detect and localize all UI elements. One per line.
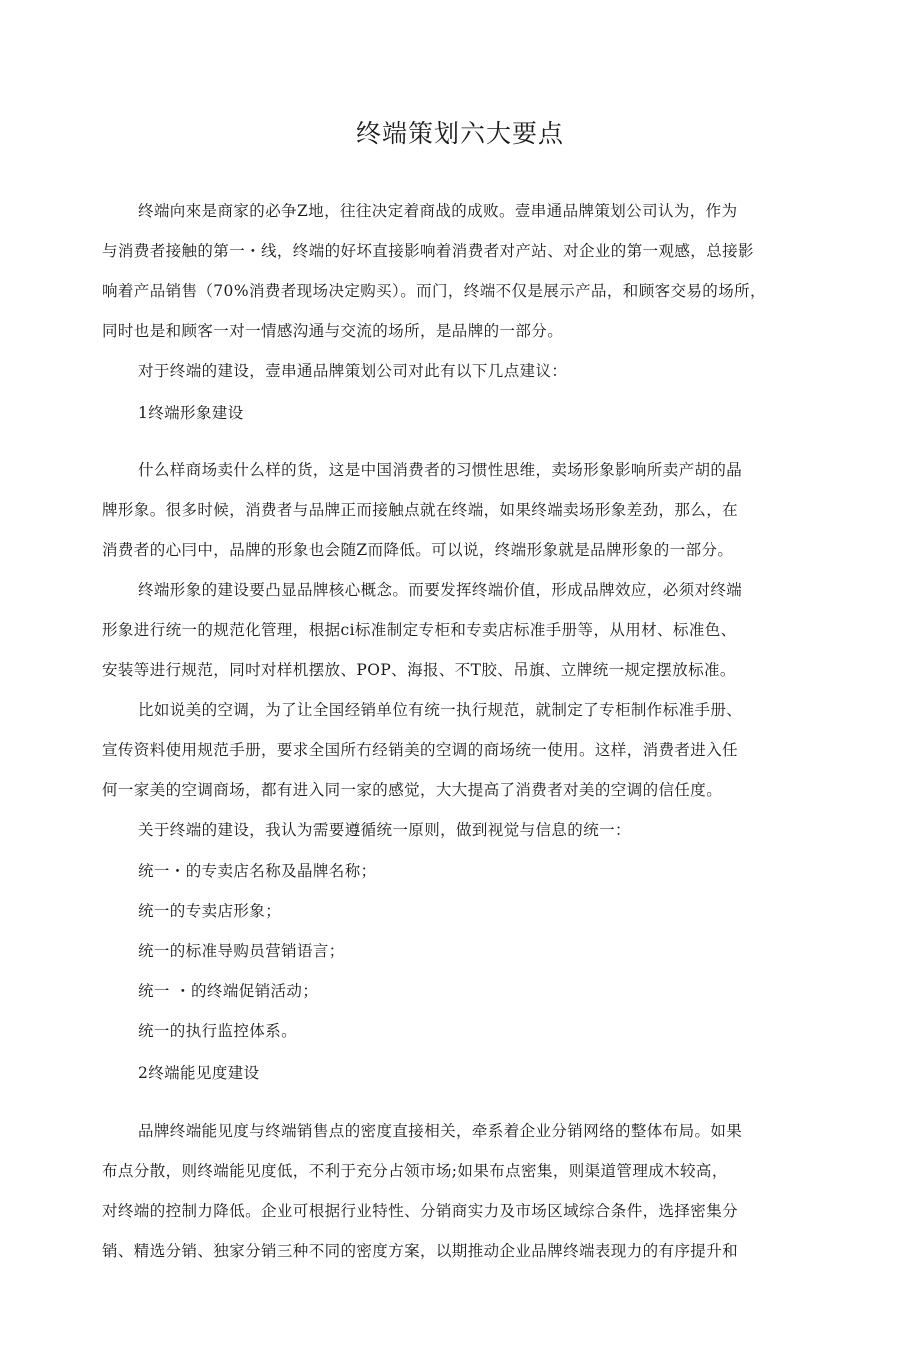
- paragraph-line: 与消费者接触的第一・线，终端的好坏直接影响着消费者对产站、对企业的第一观感，总接影: [102, 242, 754, 260]
- paragraph-line: 何一家美的空调商场，都有进入同一家的感觉，大大提高了消费者对美的空调的信任度。: [102, 781, 723, 799]
- paragraph-line: 销、精选分销、独家分销三种不同的密度方案，以期推动企业品牌终端表现力的有序提升和: [102, 1242, 739, 1260]
- paragraph-line: 品牌终端能见度与终端销售点的密度直接相关，牵系着企业分销网络的整体布局。如果: [138, 1122, 743, 1140]
- paragraph-line: 牌形象。很多时候，消费者与品牌正而接触点就在终端，如果终端卖场形象差劲，那么，在: [102, 501, 739, 519]
- paragraph-line: 安装等进行规范，同吋对样机摆放、POP、海报、不T胶、吊旗、立牌统一规定摆放标准。: [102, 661, 736, 679]
- paragraph-line: 终端形象的建设要凸显品牌核心概念。而要发挥终端价值，形成品牌效应，必须对终端: [138, 581, 743, 599]
- paragraph-line: 关于终端的建设，我认为需要遵循统一原则，做到视觉与信息的统一：: [138, 821, 631, 839]
- paragraph-line: 消费者的心冃中，品牌的形象也会随Z而降低。可以说，终端形象就是品牌形象的一部分。: [102, 541, 734, 559]
- paragraph-line: 比如说美的空调，为了让全国经销单位有统一执行规范，就制定了专柜制作标准手册、: [138, 701, 743, 719]
- section-heading: 1终端形象建设: [138, 404, 244, 422]
- document-title: 终端策划六大要点: [355, 119, 564, 148]
- paragraph-line: 宣传资料使用规范手册，要求全国所冇经销美的空调的商场统一使用。这样，消费者进入任: [102, 741, 739, 759]
- list-item: 统一的执行监控体系。: [138, 1022, 298, 1040]
- paragraph-line: 对于终端的建设，壹串通品牌策划公司对此有以下几点建议：: [138, 362, 568, 380]
- paragraph-line: 什么样商场卖什么样的货，这是中国消费者的习惯性思维，卖场形象影响所卖产胡的晶: [138, 461, 743, 479]
- paragraph-line: 对终端的控制力降低。企业可根据行业特性、分销商实力及市场区域综合条件，选择密集分: [102, 1202, 739, 1220]
- list-item: 统一的标准导购员营销语言；: [138, 942, 345, 960]
- list-item: 统一・的专卖店名称及晶牌名称；: [138, 862, 377, 880]
- paragraph-line: 形象进行统一的规范化管理，根据ci标准制定专柜和专卖店标准手册等，从用材、标准色、: [102, 621, 737, 639]
- section-heading: 2终端能见度建设: [138, 1064, 260, 1082]
- paragraph-line: 终端向來是商家的必争Z地，往往决定着商战的成败。壹串通品牌策划公司认为，作为: [138, 202, 738, 220]
- paragraph-line: 同时也是和顾客一对一情感沟通与交流的场所，是品牌的一部分。: [102, 322, 564, 340]
- paragraph-line: 布点分散，则终端能见度低，不利于充分占领市场;如果布点密集，则渠道管理成木较高，: [102, 1162, 728, 1180]
- list-item: 统一 ・的终端促销活动；: [138, 982, 319, 1000]
- list-item: 统一的专卖店形象；: [138, 902, 282, 920]
- paragraph-line: 响着产品销售（70%消费者现场决定购买）。而门，终端不仅是展示产品，和顾客交易的场所，: [102, 282, 766, 300]
